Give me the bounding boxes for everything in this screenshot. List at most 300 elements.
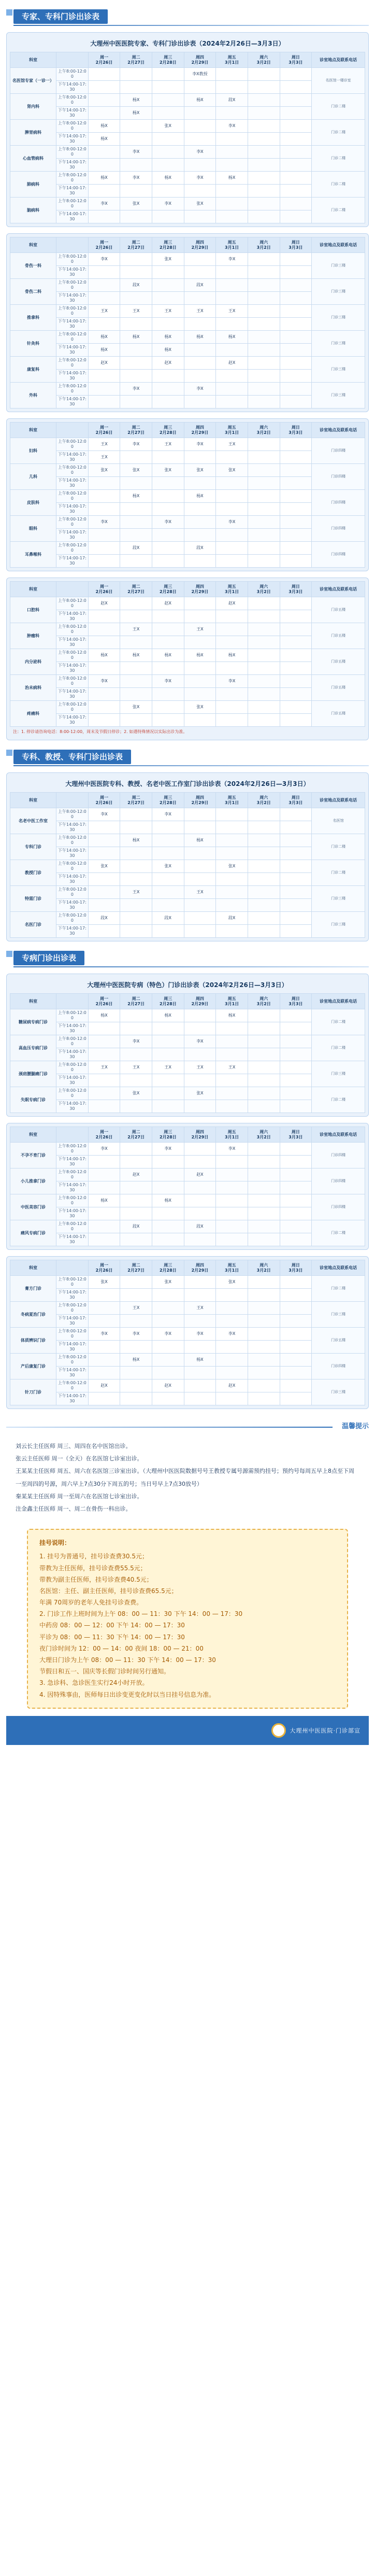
doctor-cell (152, 94, 184, 107)
doctor-cell (120, 925, 152, 938)
header-location: 诊室地点及联系电话 (312, 1127, 365, 1143)
header-day (248, 237, 280, 253)
doctor-cell (120, 688, 152, 701)
day-name: 周六 (259, 1129, 268, 1134)
doctor-cell (184, 1341, 216, 1354)
day-date: 2月26日 (95, 1268, 113, 1273)
dept-name: 针刀门诊 (10, 1380, 56, 1405)
dept-name: 肺病科 (10, 172, 56, 198)
doctor-cell (88, 662, 120, 675)
doctor-cell (216, 266, 248, 279)
header-day (280, 1260, 312, 1276)
doctor-cell (216, 1022, 248, 1035)
doctor-cell (152, 1367, 184, 1380)
doctor-cell (88, 1048, 120, 1061)
day-date: 2月26日 (95, 1001, 113, 1006)
day-name: 周三 (164, 795, 172, 800)
location-cell: 门诊四楼 (312, 490, 365, 516)
day-date: 2月29日 (191, 245, 209, 250)
schedule-panel (6, 32, 369, 227)
doctor-cell: 赵X (120, 1169, 152, 1181)
day-date: 2月26日 (95, 430, 113, 435)
header-day (152, 1127, 184, 1143)
doctor-cell (152, 210, 184, 223)
doctor-cell (120, 1367, 152, 1380)
doctor-cell (280, 1074, 312, 1087)
doctor-cell (88, 847, 120, 860)
day-date: 3月1日 (225, 1001, 239, 1006)
doctor-cell (152, 662, 184, 675)
notice-line: 夜门诊时间为 12：00 — 14：00 夜间 18：00 — 21：00 (39, 1644, 204, 1652)
doctor-cell (152, 542, 184, 555)
dept-name: 疼痛科 (10, 701, 56, 727)
time-slot: 上午8:00-12:00 (56, 1143, 89, 1156)
doctor-cell (88, 1233, 120, 1246)
day-name: 周二 (132, 795, 140, 800)
doctor-cell (280, 1143, 312, 1156)
time-slot: 下午14:00-17:30 (56, 873, 89, 886)
location-cell: 门诊二楼 (312, 1276, 365, 1302)
doctor-cell (120, 210, 152, 223)
doctor-cell (248, 344, 280, 357)
doctor-cell (280, 675, 312, 688)
doctor-cell (248, 172, 280, 185)
doctor-cell: 张X (184, 464, 216, 477)
schedule-table (10, 1127, 365, 1246)
day-name: 周二 (132, 1262, 140, 1268)
doctor-cell: 李X (216, 675, 248, 688)
doctor-cell: 李X (216, 1328, 248, 1341)
doctor-cell (88, 623, 120, 636)
doctor-cell (120, 555, 152, 568)
doctor-cell (248, 133, 280, 146)
day-name: 周三 (164, 1262, 172, 1268)
doctor-cell: 段X (184, 542, 216, 555)
notice-line: 3. 急诊科、急诊医生实行24小时开放。 (39, 1679, 149, 1687)
doctor-cell: 张X (184, 198, 216, 210)
day-date: 2月29日 (191, 1268, 209, 1273)
doctor-cell (280, 292, 312, 305)
dept-name: 中医美容门诊 (10, 1194, 56, 1220)
doctor-cell (184, 81, 216, 94)
doctor-cell (248, 68, 280, 81)
location-cell: 门诊三楼 (312, 305, 365, 331)
header-slot (56, 52, 89, 68)
doctor-cell: 杨X (216, 1009, 248, 1022)
doctor-cell (184, 344, 216, 357)
doctor-cell (248, 1009, 280, 1022)
doctor-cell (184, 1233, 216, 1246)
notice-line: 平诊为 08：00 — 11：30 下午 14：00 — 17：30 (39, 1633, 185, 1641)
doctor-cell (280, 529, 312, 542)
doctor-cell (216, 688, 248, 701)
day-name: 周二 (132, 240, 140, 245)
schedule-table (10, 422, 365, 568)
header-day (248, 423, 280, 438)
header-day (248, 793, 280, 808)
time-slot: 下午14:00-17:30 (56, 636, 89, 649)
doctor-cell (280, 172, 312, 185)
doctor-cell (280, 94, 312, 107)
doctor-cell (280, 1207, 312, 1220)
day-name: 周六 (259, 795, 268, 800)
notice-title: 挂号说明： (39, 1539, 71, 1547)
doctor-cell (280, 318, 312, 331)
doctor-cell (248, 899, 280, 912)
corner-decoration (6, 750, 12, 756)
doctor-cell (248, 185, 280, 198)
doctor-cell (120, 370, 152, 383)
doctor-cell: 杨X (152, 649, 184, 662)
doctor-cell: 张X (152, 464, 184, 477)
doctor-cell (152, 821, 184, 834)
day-name: 周三 (164, 54, 172, 60)
doctor-cell (248, 210, 280, 223)
doctor-cell (120, 1181, 152, 1194)
doctor-cell (184, 185, 216, 198)
doctor-cell (280, 623, 312, 636)
doctor-cell (280, 1302, 312, 1315)
schedule-table (10, 52, 365, 223)
doctor-cell (216, 808, 248, 821)
doctor-cell (280, 1009, 312, 1022)
doctor-cell: 王X (152, 305, 184, 318)
header-dept: 科室 (10, 52, 56, 68)
doctor-cell (120, 68, 152, 81)
doctor-cell (152, 925, 184, 938)
doctor-cell: 张X (216, 860, 248, 873)
day-name: 周五 (227, 1262, 236, 1268)
dept-name: 骨伤二科 (10, 279, 56, 305)
doctor-cell (120, 253, 152, 266)
doctor-cell: 张X (184, 701, 216, 714)
doctor-cell (184, 318, 216, 331)
doctor-cell: 李X (216, 120, 248, 133)
doctor-cell (248, 357, 280, 370)
doctor-cell (280, 701, 312, 714)
doctor-cell: 王X (120, 1061, 152, 1074)
doctor-cell (248, 1181, 280, 1194)
location-cell: 门诊二楼 (312, 1220, 365, 1246)
doctor-cell (184, 1367, 216, 1380)
doctor-cell: 王X (152, 438, 184, 451)
time-slot: 上午8:00-12:00 (56, 305, 89, 318)
schedule-panel (6, 233, 369, 412)
day-name: 周三 (164, 425, 172, 430)
doctor-cell (280, 370, 312, 383)
day-date: 3月3日 (289, 800, 303, 805)
doctor-cell (88, 279, 120, 292)
doctor-cell (120, 1392, 152, 1405)
time-slot: 下午14:00-17:30 (56, 107, 89, 120)
doctor-cell (120, 912, 152, 925)
doctor-cell: 李X (152, 675, 184, 688)
doctor-cell (248, 305, 280, 318)
time-slot: 下午14:00-17:30 (56, 899, 89, 912)
time-slot: 上午8:00-12:00 (56, 701, 89, 714)
location-cell: 门诊二楼 (312, 1009, 365, 1035)
doctor-cell (88, 1181, 120, 1194)
doctor-cell (120, 503, 152, 516)
doctor-cell: 李X教授 (184, 68, 216, 81)
tip-item: 张云主任医师 周一（全天）在名医馆七诊室出诊。 (16, 1455, 143, 1462)
doctor-cell (152, 555, 184, 568)
doctor-cell (216, 107, 248, 120)
doctor-cell (184, 357, 216, 370)
doctor-cell (248, 860, 280, 873)
time-slot: 下午14:00-17:30 (56, 529, 89, 542)
time-slot: 上午8:00-12:00 (56, 172, 89, 185)
doctor-cell: 张X (120, 464, 152, 477)
doctor-cell (248, 925, 280, 938)
header-day (280, 793, 312, 808)
doctor-cell (184, 1276, 216, 1289)
doctor-cell (280, 120, 312, 133)
time-slot: 下午14:00-17:30 (56, 1022, 89, 1035)
doctor-cell: 张X (152, 253, 184, 266)
time-slot: 上午8:00-12:00 (56, 198, 89, 210)
doctor-cell (216, 886, 248, 899)
day-date: 3月1日 (225, 60, 239, 65)
doctor-cell (184, 1207, 216, 1220)
doctor-cell: 李X (88, 253, 120, 266)
doctor-cell (88, 477, 120, 490)
day-name: 周日 (291, 240, 300, 245)
doctor-cell (216, 185, 248, 198)
schedule-table (10, 993, 365, 1113)
doctor-cell (248, 503, 280, 516)
time-slot: 上午8:00-12:00 (56, 1194, 89, 1207)
header-day (152, 1260, 184, 1276)
day-date: 3月2日 (256, 1268, 271, 1273)
dept-name: 康复科 (10, 357, 56, 383)
doctor-cell (88, 370, 120, 383)
doctor-cell (280, 662, 312, 675)
day-date: 2月26日 (95, 245, 113, 250)
doctor-cell (280, 516, 312, 529)
section-header (6, 750, 369, 767)
doctor-cell (248, 1328, 280, 1341)
time-slot: 下午14:00-17:30 (56, 477, 89, 490)
doctor-cell: 李X (120, 146, 152, 159)
location-cell: 门诊四楼 (312, 438, 365, 464)
doctor-cell (216, 542, 248, 555)
doctor-cell (88, 1022, 120, 1035)
doctor-cell (152, 318, 184, 331)
day-name: 周二 (132, 54, 140, 60)
day-date: 2月27日 (127, 1268, 145, 1273)
doctor-cell (248, 821, 280, 834)
doctor-cell: 王X (120, 1302, 152, 1315)
doctor-cell (248, 279, 280, 292)
doctor-cell: 杨X (152, 344, 184, 357)
doctor-cell (88, 266, 120, 279)
location-cell: 门诊三楼 (312, 1380, 365, 1405)
doctor-cell (120, 81, 152, 94)
dept-name: 儿科 (10, 464, 56, 490)
location-cell: 门诊二楼 (312, 834, 365, 860)
schedule-panel (6, 1123, 369, 1250)
day-date: 3月1日 (225, 800, 239, 805)
header-location: 诊室地点及联系电话 (312, 793, 365, 808)
doctor-cell (248, 490, 280, 503)
time-slot: 上午8:00-12:00 (56, 886, 89, 899)
doctor-cell (152, 714, 184, 727)
doctor-cell (248, 1156, 280, 1169)
dept-name: 专科门诊 (10, 834, 56, 860)
header-dept: 科室 (10, 582, 56, 597)
day-date: 2月28日 (159, 589, 177, 594)
time-slot: 上午8:00-12:00 (56, 1276, 89, 1289)
day-name: 周三 (164, 996, 172, 1001)
doctor-cell: 杨X (88, 120, 120, 133)
day-name: 周一 (100, 1262, 108, 1268)
doctor-cell (184, 159, 216, 172)
location-cell: 门诊五楼 (312, 649, 365, 675)
doctor-cell (88, 68, 120, 81)
day-name: 周日 (291, 1129, 300, 1134)
doctor-cell (184, 899, 216, 912)
doctor-cell (248, 396, 280, 409)
doctor-cell (120, 808, 152, 821)
doctor-cell (280, 1233, 312, 1246)
doctor-cell (88, 1315, 120, 1328)
header-location: 诊室地点及联系电话 (312, 582, 365, 597)
dept-name: 产后康复门诊 (10, 1354, 56, 1380)
day-name: 周日 (291, 584, 300, 589)
day-name: 周五 (227, 240, 236, 245)
header-dept: 科室 (10, 793, 56, 808)
registration-notice (27, 1529, 348, 1709)
doctor-cell (152, 873, 184, 886)
doctor-cell (120, 1341, 152, 1354)
doctor-cell (216, 133, 248, 146)
doctor-cell (120, 662, 152, 675)
dept-name: 体质辨识门诊 (10, 1328, 56, 1354)
doctor-cell: 赵X (216, 357, 248, 370)
doctor-cell: 段X (120, 279, 152, 292)
location-cell: 门诊五楼 (312, 701, 365, 727)
header-location: 诊室地点及联系电话 (312, 994, 365, 1009)
doctor-cell (216, 1354, 248, 1367)
doctor-cell: 杨X (88, 344, 120, 357)
doctor-cell (184, 1392, 216, 1405)
doctor-cell (216, 662, 248, 675)
doctor-cell (120, 159, 152, 172)
doctor-cell (280, 860, 312, 873)
header-dept: 科室 (10, 1260, 56, 1276)
doctor-cell (216, 1087, 248, 1100)
doctor-cell (280, 1169, 312, 1181)
doctor-cell: 李X (152, 198, 184, 210)
time-slot: 上午8:00-12:00 (56, 120, 89, 133)
doctor-cell (152, 834, 184, 847)
doctor-cell (248, 1220, 280, 1233)
notice-line: 带教为主任医师，挂号诊查费55.5元； (39, 1564, 147, 1572)
doctor-cell (280, 344, 312, 357)
doctor-cell: 李X (152, 808, 184, 821)
doctor-cell (216, 1220, 248, 1233)
doctor-cell (152, 1169, 184, 1181)
doctor-cell: 杨X (184, 1354, 216, 1367)
doctor-cell (88, 1289, 120, 1302)
time-slot: 上午8:00-12:00 (56, 808, 89, 821)
table-note: 注：1. 停诊请咨询电话：8:00-12:00，周末及节假日停诊；2. 如遇特殊情况以实际出诊为准。 (13, 729, 188, 734)
header-slot (56, 994, 89, 1009)
page (0, 9, 375, 1745)
doctor-cell (120, 266, 152, 279)
location-cell: 门诊五楼 (312, 675, 365, 701)
time-slot: 下午14:00-17:30 (56, 1233, 89, 1246)
header-day (120, 237, 152, 253)
doctor-cell (120, 610, 152, 623)
location-cell: 门诊三楼 (312, 253, 365, 279)
time-slot: 下午14:00-17:30 (56, 266, 89, 279)
doctor-cell (88, 503, 120, 516)
doctor-cell (152, 636, 184, 649)
doctor-cell (280, 636, 312, 649)
dept-name: 失眠专病门诊 (10, 1087, 56, 1113)
time-slot: 下午14:00-17:30 (56, 714, 89, 727)
doctor-cell: 杨X (216, 331, 248, 344)
doctor-cell (216, 1048, 248, 1061)
doctor-cell (120, 529, 152, 542)
doctor-cell: 段X (184, 1220, 216, 1233)
doctor-cell (280, 357, 312, 370)
doctor-cell (184, 675, 216, 688)
doctor-cell (280, 185, 312, 198)
day-name: 周三 (164, 240, 172, 245)
doctor-cell (216, 1035, 248, 1048)
header-day (248, 994, 280, 1009)
time-slot: 下午14:00-17:30 (56, 292, 89, 305)
dept-name: 心血管病科 (10, 146, 56, 172)
doctor-cell (216, 318, 248, 331)
doctor-cell (280, 1220, 312, 1233)
doctor-cell (88, 1035, 120, 1048)
time-slot: 上午8:00-12:00 (56, 1009, 89, 1022)
day-date: 2月27日 (127, 800, 145, 805)
day-date: 3月2日 (256, 1134, 271, 1139)
doctor-cell: 王X (120, 623, 152, 636)
day-name: 周五 (227, 996, 236, 1001)
doctor-cell (248, 146, 280, 159)
day-name: 周二 (132, 996, 140, 1001)
time-slot: 下午14:00-17:30 (56, 318, 89, 331)
doctor-cell (120, 1048, 152, 1061)
day-name: 周日 (291, 425, 300, 430)
doctor-cell (280, 1392, 312, 1405)
footer-org: 大理州中医医院·门诊部宣 (290, 1727, 360, 1734)
location-cell: 门诊二楼 (312, 860, 365, 886)
doctor-cell (280, 1380, 312, 1392)
doctor-cell (88, 146, 120, 159)
doctor-cell (280, 1315, 312, 1328)
doctor-cell (184, 636, 216, 649)
doctor-cell (280, 542, 312, 555)
doctor-cell (120, 292, 152, 305)
doctor-cell (248, 1392, 280, 1405)
doctor-cell: 杨X (120, 649, 152, 662)
time-slot: 下午14:00-17:30 (56, 1392, 89, 1405)
doctor-cell (88, 318, 120, 331)
tip-item: 刘云长主任医师 周三、周四在名中医馆出诊。 (16, 1443, 132, 1449)
doctor-cell (88, 81, 120, 94)
header-day (184, 423, 216, 438)
doctor-cell (88, 636, 120, 649)
doctor-cell (248, 383, 280, 396)
doctor-cell (248, 701, 280, 714)
